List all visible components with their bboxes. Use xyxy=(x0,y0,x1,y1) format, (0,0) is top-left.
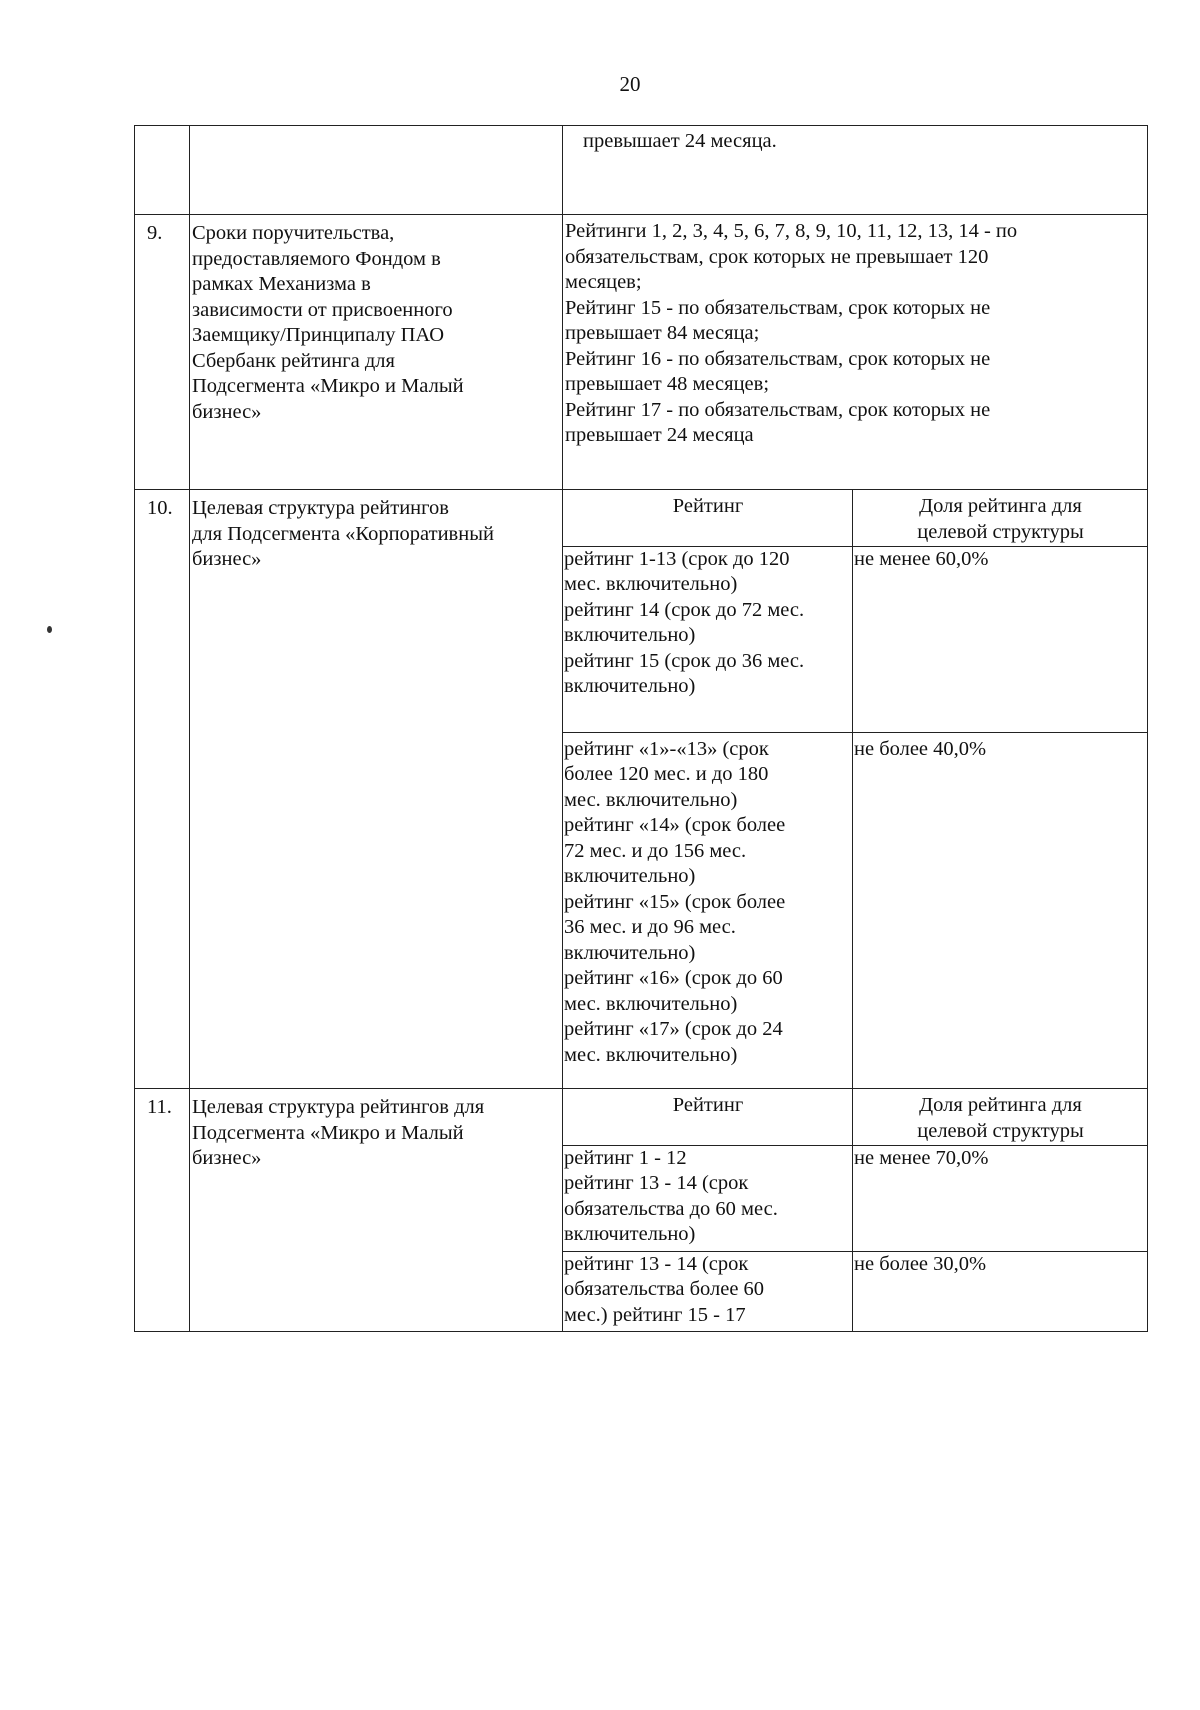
rating-range: рейтинг 13 - 14 (срок обязательства более 60 мес.) рейтинг 15 - 17 xyxy=(563,1251,853,1331)
rating-range: рейтинг «1»-«13» (срок более 120 мес. и до 180 мес. включительно) рейтинг «14» (срок более 72 мес. и до 156 мес. включительно) рейтинг «15» (срок более 36 мес. и до 96 мес. включительно) рейтинг «16» (срок до 60 мес. включительно) рейтинг «17» (срок до 24 мес. включительно) xyxy=(563,732,853,1088)
rating-range: рейтинг 1 - 12 рейтинг 13 - 14 (срок обязательства до 60 мес. включительно) xyxy=(563,1145,853,1251)
rating-share: не более 30,0% xyxy=(853,1251,1148,1331)
parameter-cell xyxy=(190,215,563,490)
rating-structure-table xyxy=(563,1089,1147,1331)
header-rating: Рейтинг xyxy=(563,490,853,546)
parameter-cell xyxy=(190,490,563,1089)
row-number: 11. xyxy=(147,1096,172,1118)
conditions-table xyxy=(134,125,1148,1332)
value-cell xyxy=(563,215,1148,490)
page-number: 20 xyxy=(619,72,641,96)
rating-structure-table xyxy=(563,490,1147,1088)
parameter-cell xyxy=(190,1089,563,1332)
parameter-text: Целевая структура рейтингов для Подсегмента «Микро и Малый бизнес» xyxy=(192,1096,485,1169)
rating-structure-cell xyxy=(563,490,1148,1089)
rating-range: рейтинг 1-13 (срок до 120 мес. включительно) рейтинг 14 (срок до 72 мес. включительно) рейтинг 15 (срок до 36 мес. включительно) xyxy=(563,546,853,732)
value-text: Рейтинги 1, 2, 3, 4, 5, 6, 7, 8, 9, 10, 11, 12, 13, 14 - по обязательствам, срок которых не превышает 120 месяцев; Рейтинг 15 - по обязательствам, срок которых не превышает 84 месяца; Рейтинг 16 - по обязательствам, срок которых не превышает 48 месяцев; Рейтинг 17 - по обязательствам, срок которых не превышает 24 месяца xyxy=(565,220,1018,446)
rating-share: не более 40,0% xyxy=(853,732,1148,1088)
header-share: Доля рейтинга для целевой структуры xyxy=(917,495,1084,543)
row-number-cell xyxy=(135,215,190,490)
table-row-continuation xyxy=(135,126,1148,215)
table-row-11 xyxy=(135,1089,1148,1332)
header-share: Доля рейтинга для целевой структуры xyxy=(917,1094,1084,1142)
parameter-cell xyxy=(190,126,563,215)
row-number-cell xyxy=(135,1089,190,1332)
row-number: 10. xyxy=(147,497,173,519)
rating-share: не менее 60,0% xyxy=(853,546,1148,732)
header-rating: Рейтинг xyxy=(563,1089,853,1145)
row-number: 9. xyxy=(147,222,163,244)
rating-structure-cell xyxy=(563,1089,1148,1332)
row-number-cell xyxy=(135,126,190,215)
value-cell xyxy=(563,126,1148,215)
table-row-9 xyxy=(135,215,1148,490)
parameter-text: Целевая структура рейтингов для Подсегмента «Корпоративный бизнес» xyxy=(192,497,494,570)
rating-share: не менее 70,0% xyxy=(853,1145,1148,1251)
table-row-10 xyxy=(135,490,1148,1089)
scan-mark xyxy=(47,626,52,633)
row-number-cell xyxy=(135,490,190,1089)
value-text: превышает 24 месяца. xyxy=(583,130,777,152)
parameter-text: Сроки поручительства, предоставляемого Фондом в рамках Механизма в зависимости от присвоенного Заемщику/Принципалу ПАО Сбербанк рейтинга для Подсегмента «Микро и Малый бизнес» xyxy=(192,222,464,423)
